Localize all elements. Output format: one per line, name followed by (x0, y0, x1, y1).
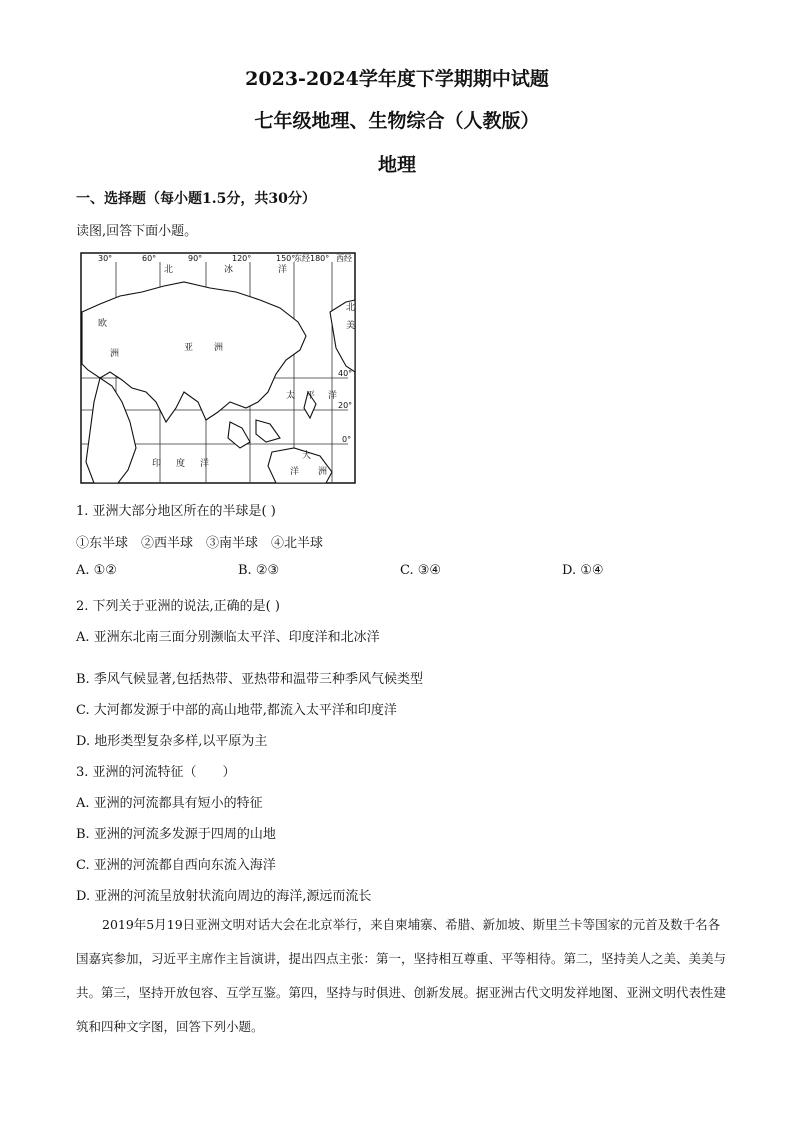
q2-option-a[interactable]: A. 亚洲东北南三面分别濒临太平洋、印度洋和北冰洋 (76, 630, 380, 645)
map-label-yang2: 洋 (290, 467, 300, 477)
q1-options (76, 563, 726, 581)
map-label-bing: 冰 (224, 265, 234, 275)
q2-option-d[interactable]: D. 地形类型复杂多样,以平原为主 (76, 734, 268, 749)
map-label-zhou2: 洲 (318, 467, 328, 477)
q2-stem: 2. 下列关于亚洲的说法,正确的是( ) (76, 599, 280, 614)
section-heading: 一、选择题（每小题1.5分，共30分） (76, 191, 316, 207)
q1-choices: ①东半球 ②西半球 ③南半球 ④北半球 (76, 536, 324, 551)
map-label-ou: 欧 (98, 319, 108, 329)
q3-option-b[interactable]: B. 亚洲的河流多发源于四周的山地 (76, 827, 276, 842)
map-lon-30: 30° (98, 254, 113, 263)
map-label-du: 度 (176, 459, 186, 469)
map-label-bei-r: 北 (346, 303, 356, 313)
map-label-ya: 亚 (184, 343, 194, 353)
q3-stem: 3. 亚洲的河流特征（ ） (76, 765, 236, 780)
q2-option-c[interactable]: C. 大河都发源于中部的高山地带,都流入太平洋和印度洋 (76, 703, 397, 718)
map-label-ping: 平 (306, 391, 316, 401)
q1-option-a[interactable]: A. ①② (76, 563, 117, 578)
map-lat-20: 20° (338, 401, 353, 410)
map-label-yang-bottom: 洋 (200, 459, 210, 469)
map-lon-90: 90° (188, 254, 203, 263)
map-label-yang-right: 洋 (328, 391, 338, 401)
asia-map (80, 252, 356, 484)
map-lon-120: 120° (232, 254, 252, 263)
map-label-da: 大 (302, 451, 312, 461)
passage-text: 2019年5月19日亚洲文明对话大会在北京举行，来自柬埔寨、希腊、新加坡、斯里兰卡等国家的元首及数千名各国嘉宾参加，习近平主席作主旨演讲，提出四点主张：第一，坚持相互尊重、平等相待。第二，坚持美人之美、美美与共。第三，坚持开放包容、互学互鉴。第四，坚持与时俱进、创新发展。据亚洲古代文明发祥地图、亚洲文明代表性建筑和四种文字图，回答下列小题。 (76, 917, 727, 1034)
map-lon-60: 60° (142, 254, 157, 263)
map-label-bei: 北 (164, 265, 174, 275)
map-label-zhou-left: 洲 (110, 349, 120, 359)
q1-stem: 1. 亚洲大部分地区所在的半球是( ) (76, 504, 276, 519)
map-label-yang-top: 洋 (278, 265, 288, 275)
q3-option-c[interactable]: C. 亚洲的河流都自西向东流入海洋 (76, 858, 276, 873)
map-lon-180: 东经180° (294, 254, 330, 263)
q3-option-a[interactable]: A. 亚洲的河流都具有短小的特征 (76, 796, 263, 811)
intro-text: 读图,回答下面小题。 (76, 224, 198, 239)
exam-subtitle: 七年级地理、生物综合（人教版） (254, 110, 540, 132)
q3-option-d[interactable]: D. 亚洲的河流呈放射状流向周边的海洋,源远而流长 (76, 889, 372, 904)
map-label-yin: 印 (152, 459, 162, 469)
map-label-tai: 太 (286, 391, 296, 401)
exam-title: 2023-2024学年度下学期期中试题 (245, 68, 549, 90)
q1-option-b[interactable]: B. ②③ (238, 563, 280, 578)
q1-option-c[interactable]: C. ③④ (400, 563, 442, 578)
q2-option-b[interactable]: B. 季风气候显著,包括热带、亚热带和温带三种季风气候类型 (76, 672, 423, 687)
map-label-mei: 美 (346, 321, 356, 331)
map-lon-west: 西经 (336, 254, 352, 263)
subject-title: 地理 (377, 154, 416, 176)
map-lon-150: 150° (276, 254, 296, 263)
map-lat-40: 40° (338, 369, 353, 378)
map-lat-0: 0° (342, 435, 352, 444)
q1-option-d[interactable]: D. ①④ (562, 563, 604, 578)
map-label-zhou: 洲 (214, 343, 224, 353)
